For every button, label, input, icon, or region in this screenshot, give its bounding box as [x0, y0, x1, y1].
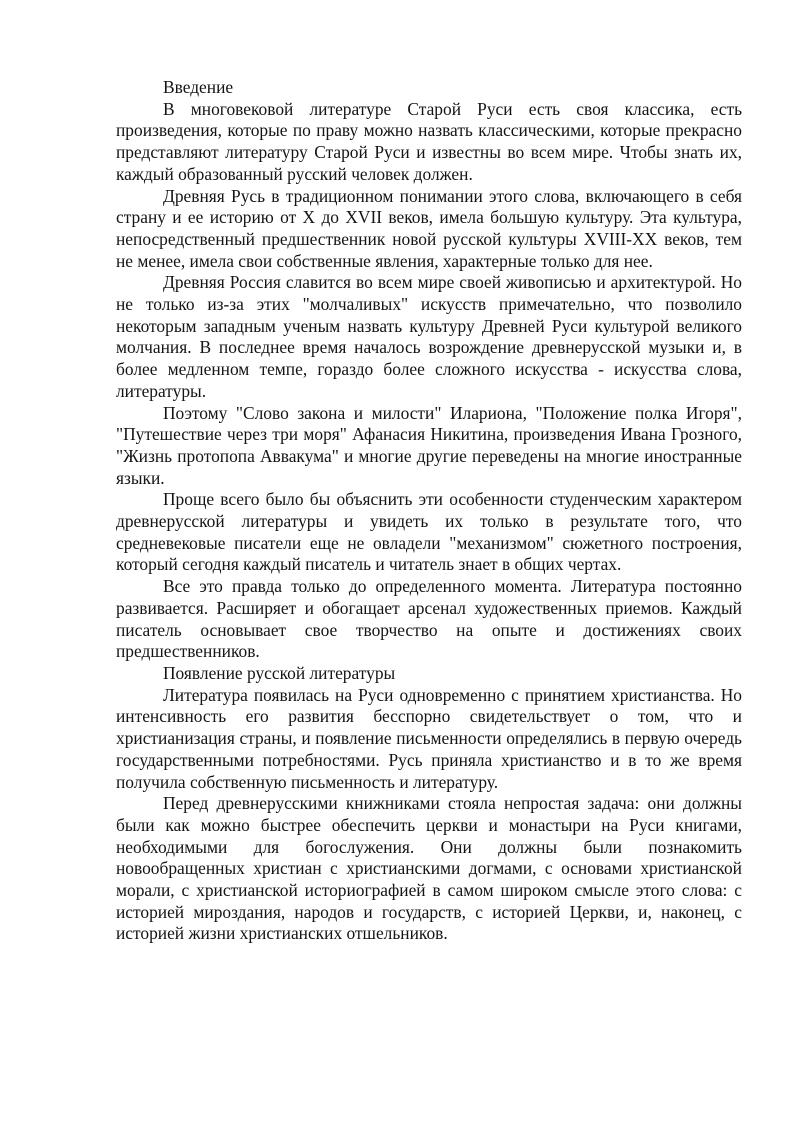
- paragraph: Поэтому "Слово закона и милости" Илариона, "Положение полка Игоря", "Путешествие через три моря" Афанасия Никитина, произведения Ивана Грозного, "Жизнь протопопа Аввакума" и многие другие переведены на многие иностранные языки.: [116, 402, 742, 488]
- paragraph: Все это правда только до определенного момента. Литература постоянно развивается. Расширяет и обогащает арсенал художественных приемов. Каждый писатель основывает свое творчество на опыте и достижениях своих предшественников.: [116, 576, 742, 662]
- paragraph: Литература появилась на Руси одновременно с принятием христианства. Но интенсивность его развития бесспорно свидетельствует о том, что и христианизация страны, и появление письменности определялись в первую очередь государственными потребностями. Русь приняла христианство и в то же время получила собственную письменность и литературу.: [116, 684, 742, 792]
- section-heading-introduction: Введение: [163, 77, 234, 97]
- document-body: [116, 77, 742, 945]
- paragraph: Перед древнерусскими книжниками стояла непростая задача: они должны были как можно быстрее обеспечить церкви и монастыри на Руси книгами, необходимыми для богослужения. Они должны были познакомить новообращенных христиан с христианскими догмами, с основами христианской морали, с христианской историографией в самом широком смысле этого слова: с историей мироздания, народов и государств, с историей Церкви, и, наконец, с историей жизни христианских отшельников.: [116, 793, 742, 944]
- section-heading-emergence: Появление русской литературы: [163, 662, 396, 683]
- paragraph: Древняя Русь в традиционном понимании этого слова, включающего в себя страну и ее историю от X до XVII веков, имела большую культуру. Эта культура, непосредственный предшественник новой русской культуры XVIII-XX веков, тем не менее, имела свои собственные явления, характерные только для нее.: [116, 185, 742, 271]
- paragraph: Проще всего было бы объяснить эти особенности студенческим характером древнерусской литературы и увидеть их только в результате того, что средневековые писатели еще не овладели "механизмом" сюжетного построения, который сегодня каждый писатель и читатель знает в общих чертах.: [116, 489, 742, 575]
- paragraph: Древняя Россия славится во всем мире своей живописью и архитектурой. Но не только из-за этих "молчаливых" искусств примечательно, что позволило некоторым западным ученым назвать культуру Древней Руси культурой великого молчания. В последнее время началось возрождение древнерусской музыки и, в более медленном темпе, гораздо более сложного искусства - искусства слова, литературы.: [116, 272, 742, 401]
- paragraph: В многовековой литературе Старой Руси есть своя классика, есть произведения, которые по праву можно назвать классическими, которые прекрасно представляют литературу Старой Руси и известны во всем мире. Чтобы знать их, каждый образованный русский человек должен.: [116, 98, 742, 184]
